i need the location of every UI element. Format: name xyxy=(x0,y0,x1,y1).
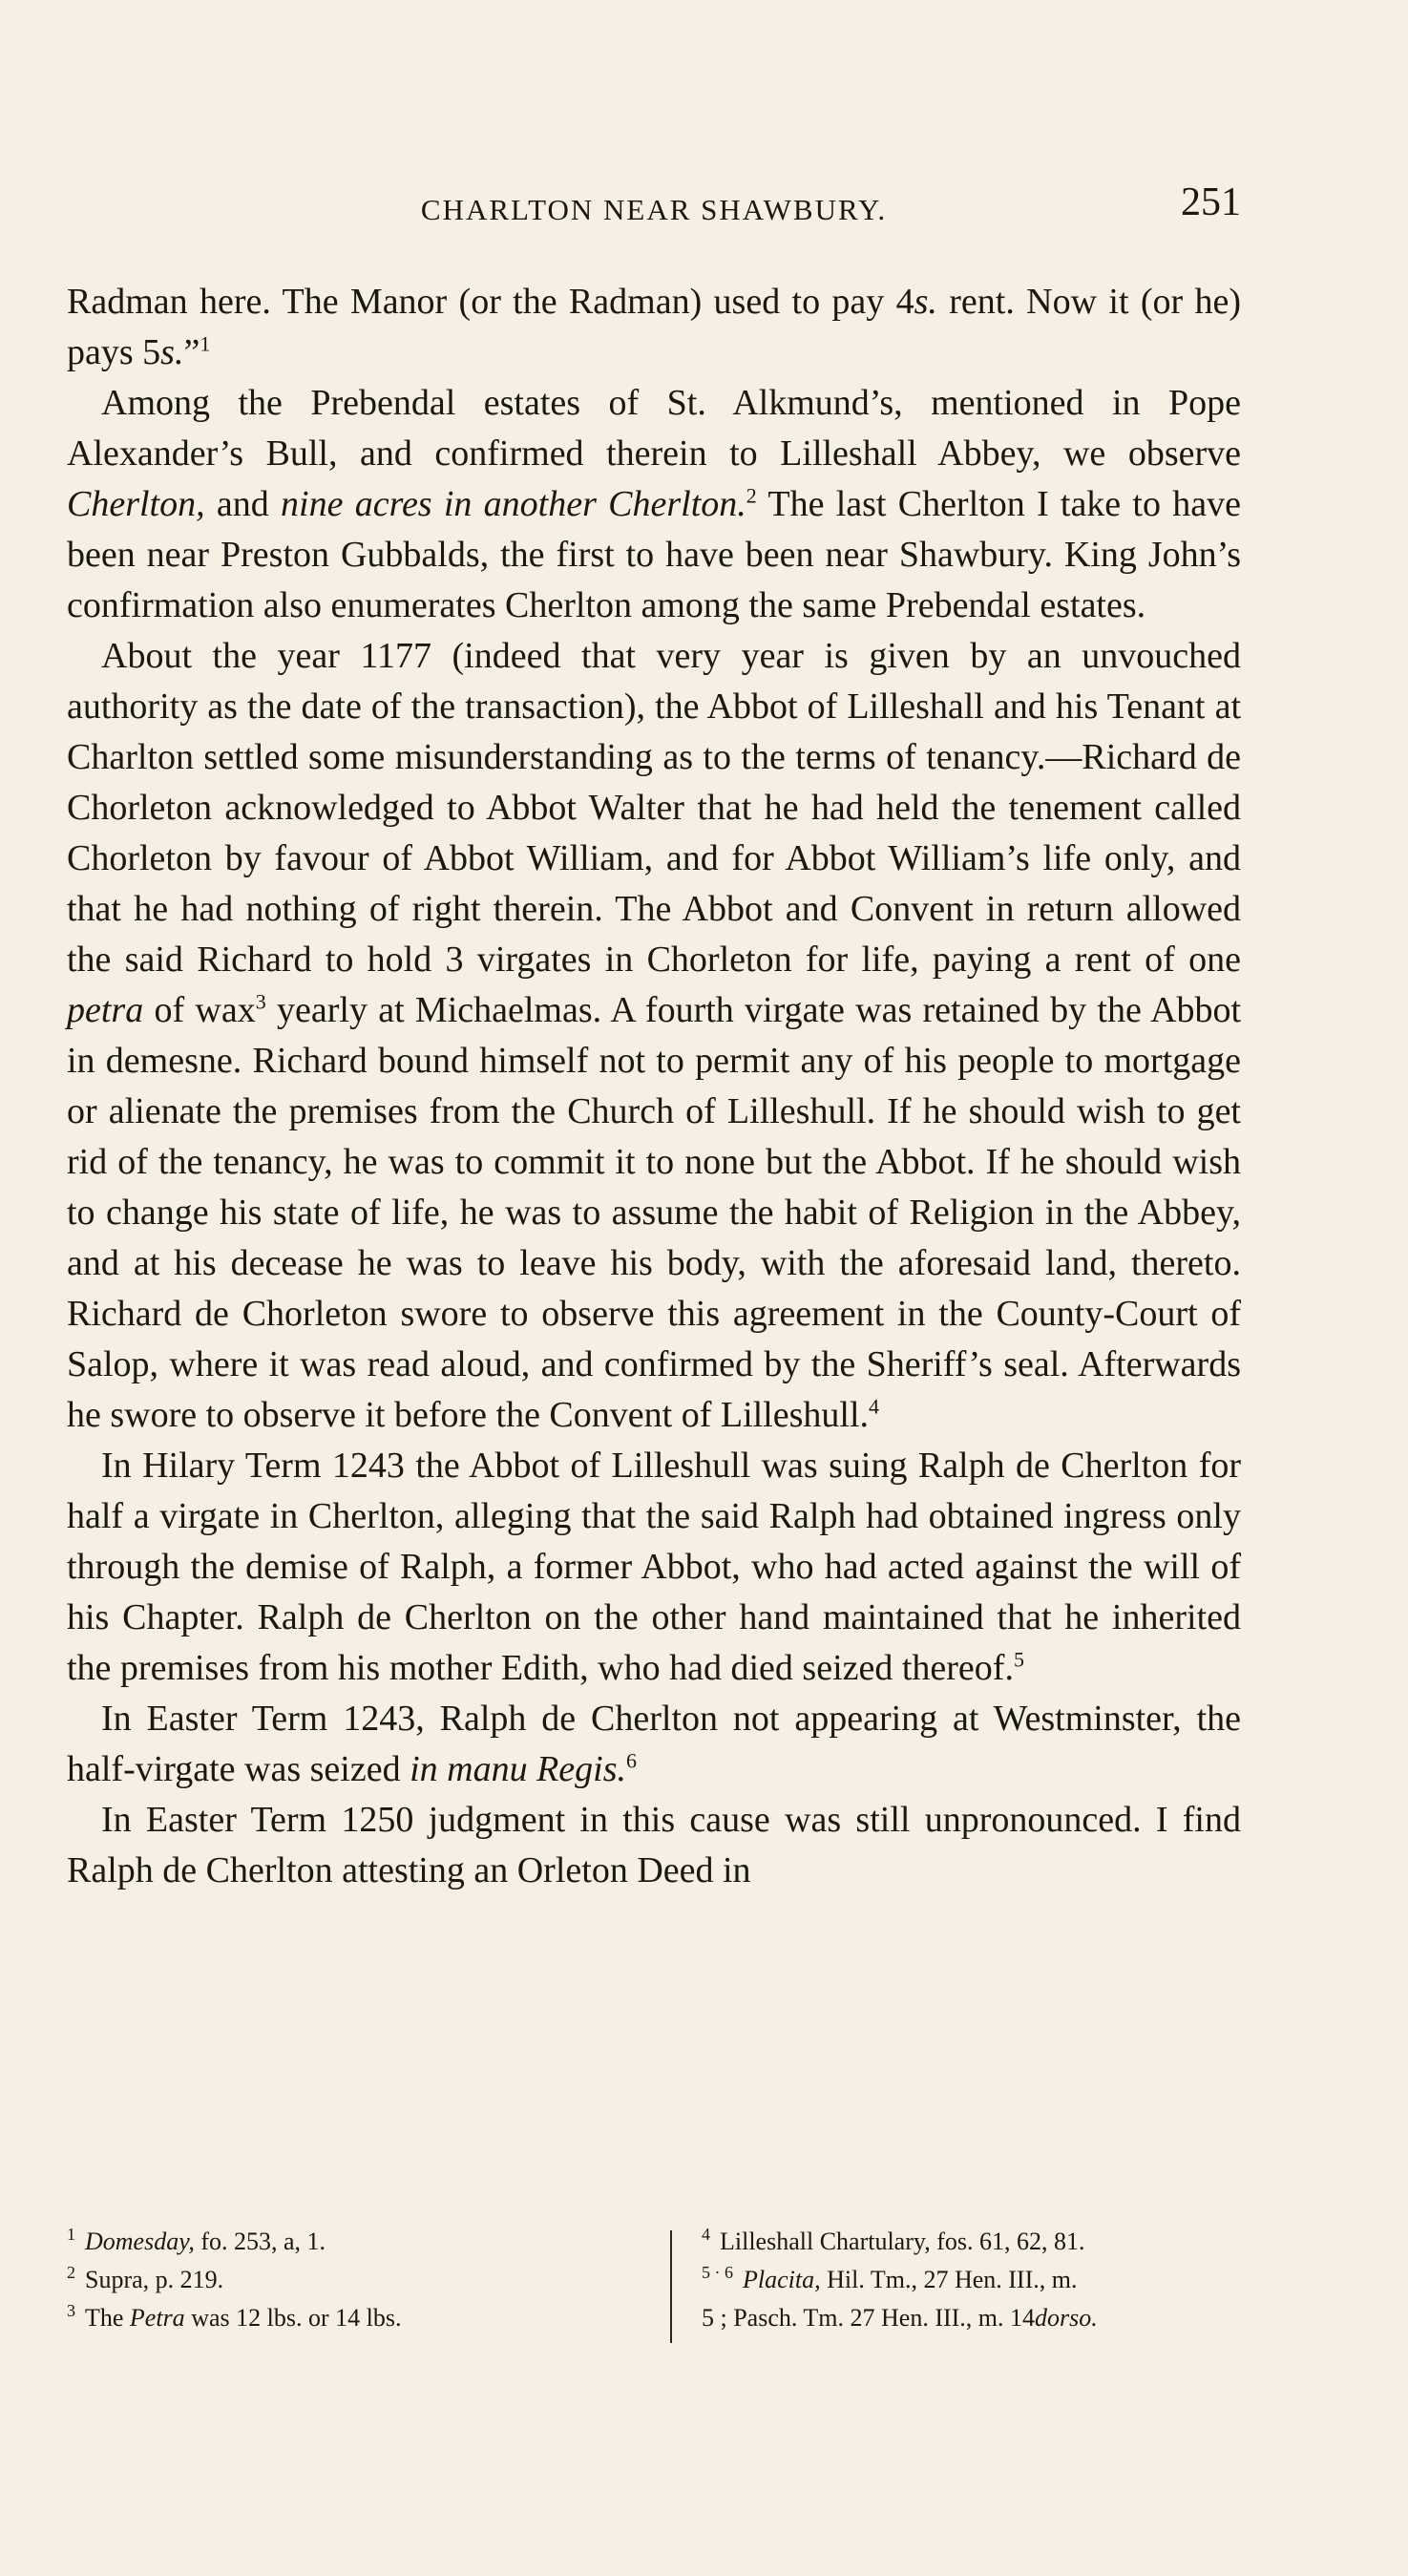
main-text xyxy=(67,277,1241,1896)
italic-run: nine acres in another Cherlton. xyxy=(281,484,746,524)
text-run: yearly at Michaelmas. A fourth virgate was retained by the Abbot in demesne. Richard bound himself not to permit any of his people to mortgage or alienate the premises from the Church of Lilleshull. If he should wish to get rid of the tenancy, he was to commit it to none but the Abbot. If he should wish to change his state of life, he was to assume the habit of Religion in the Abbey, and at his decease he was to leave his body, with the aforesaid land, thereto. Richard de Chorleton swore to observe this agreement in the County-Court of Salop, where it was read aloud, and confirmed by the Sheriff’s seal. Afterwards he swore to observe it before the Convent of Lilleshull. xyxy=(67,990,1242,1435)
footnote-5-6-continued xyxy=(702,2299,1241,2337)
paragraph-2 xyxy=(67,631,1241,1441)
footnote-mark: 3 xyxy=(67,2301,75,2321)
text-run: The last Cherlton I take to have been near Preston Gubbalds, the first to have been near Shawbury. King John’s confirmation also enumerates Cherlton among the same Prebendal estates. xyxy=(67,484,1241,625)
footnote-mark: 5 · 6 xyxy=(702,2263,733,2283)
footnote-4 xyxy=(702,2223,1241,2261)
text-run: Radman here. The Manor (or the Radman) used to pay 4 xyxy=(67,282,914,322)
italic-run: Domesday, xyxy=(85,2228,195,2255)
footnote-divider xyxy=(670,2230,672,2343)
footnotes xyxy=(67,2223,1241,2356)
footnote-ref: 4 xyxy=(869,1394,880,1419)
footnotes-right-column xyxy=(702,2223,1241,2337)
running-title: CHARLTON NEAR SHAWBURY. xyxy=(420,193,888,226)
text-run: Lilleshall Chartulary, fos. 61, 62, 81. xyxy=(720,2228,1085,2255)
footnote-1 xyxy=(67,2223,640,2261)
page-number: 251 xyxy=(1181,180,1241,224)
paragraph-5 xyxy=(67,1795,1241,1896)
paragraph-3 xyxy=(67,1441,1241,1694)
italic-run: s. xyxy=(914,282,937,322)
footnote-ref: 3 xyxy=(255,989,266,1014)
italic-run: dorso. xyxy=(1035,2304,1098,2332)
text-run: The xyxy=(85,2304,130,2332)
footnote-3 xyxy=(67,2299,640,2337)
text-run: In Easter Term 1250 judgment in this cause was still unpronounced. I find Ralph de Cherlton attesting an Orleton Deed in xyxy=(67,1800,1241,1890)
footnote-ref: 5 xyxy=(1013,1647,1024,1672)
text-run: was 12 lbs. or 14 lbs. xyxy=(184,2304,402,2332)
footnotes-left-column xyxy=(67,2223,640,2337)
text-run: and xyxy=(204,484,282,524)
footnote-ref: 1 xyxy=(200,331,211,356)
text-run: About the year 1177 (indeed that very year is given by an unvouched authority as the date of the transaction), the Abbot of Lilleshall and his Tenant at Charlton settled some misunderstanding as to the terms of tenancy.—Richard de Chorleton acknowledged to Abbot Walter that he had held the tenement called Chorleton by favour of Abbot William, and for Abbot William’s life only, and that he had nothing of right therein. The Abbot and Convent in return allowed the said Richard to hold 3 virgates in Chorleton for life, paying a rent of one xyxy=(67,636,1241,980)
italic-run: Petra xyxy=(129,2304,185,2332)
italic-run: petra xyxy=(67,990,144,1030)
italic-run: Cherlton, xyxy=(67,484,205,524)
footnote-mark: 2 xyxy=(67,2263,75,2283)
italic-run: s. xyxy=(160,332,184,372)
italic-run: in manu Regis. xyxy=(410,1749,627,1789)
footnote-5-6 xyxy=(702,2261,1241,2299)
italic-run: Placita, xyxy=(743,2266,821,2293)
paragraph-4 xyxy=(67,1694,1241,1795)
footnote-ref: 2 xyxy=(746,483,757,508)
text-run: Hil. Tm., 27 Hen. III., m. xyxy=(820,2266,1078,2293)
text-run: 5 ; Pasch. Tm. 27 Hen. III., m. 14 xyxy=(702,2304,1036,2332)
text-run: ” xyxy=(183,332,200,372)
text-run: fo. 253, a, 1. xyxy=(194,2228,326,2255)
text-run: Supra, p. 219. xyxy=(85,2266,224,2293)
paragraph-0 xyxy=(67,277,1241,378)
footnote-mark: 1 xyxy=(67,2225,75,2245)
text-run: of wax xyxy=(143,990,256,1030)
text-run: In Hilary Term 1243 the Abbot of Lilleshull was suing Ralph de Cherlton for half a virgate in Cherlton, alleging that the said Ralph had obtained ingress only through the demise of Ralph, a former Abbot, who had acted against the will of his Chapter. Ralph de Cherlton on the other hand maintained that he inherited the premises from his mother Edith, who had died seized thereof. xyxy=(67,1446,1241,1688)
footnote-mark: 4 xyxy=(702,2225,710,2245)
footnote-ref: 6 xyxy=(626,1748,638,1773)
running-header xyxy=(67,179,1241,237)
footnote-2 xyxy=(67,2261,640,2299)
paragraph-1 xyxy=(67,378,1241,631)
text-run: In Easter Term 1243, Ralph de Cherlton not appearing at Westminster, the half-virgate was seized xyxy=(67,1699,1241,1789)
text-run: rent. Now it (or he) pays 5 xyxy=(67,282,1241,372)
text-run: Among the Prebendal estates of St. Alkmund’s, mentioned in Pope Alexander’s Bull, and confirmed therein to Lilleshall Abbey, we observe xyxy=(67,383,1241,474)
